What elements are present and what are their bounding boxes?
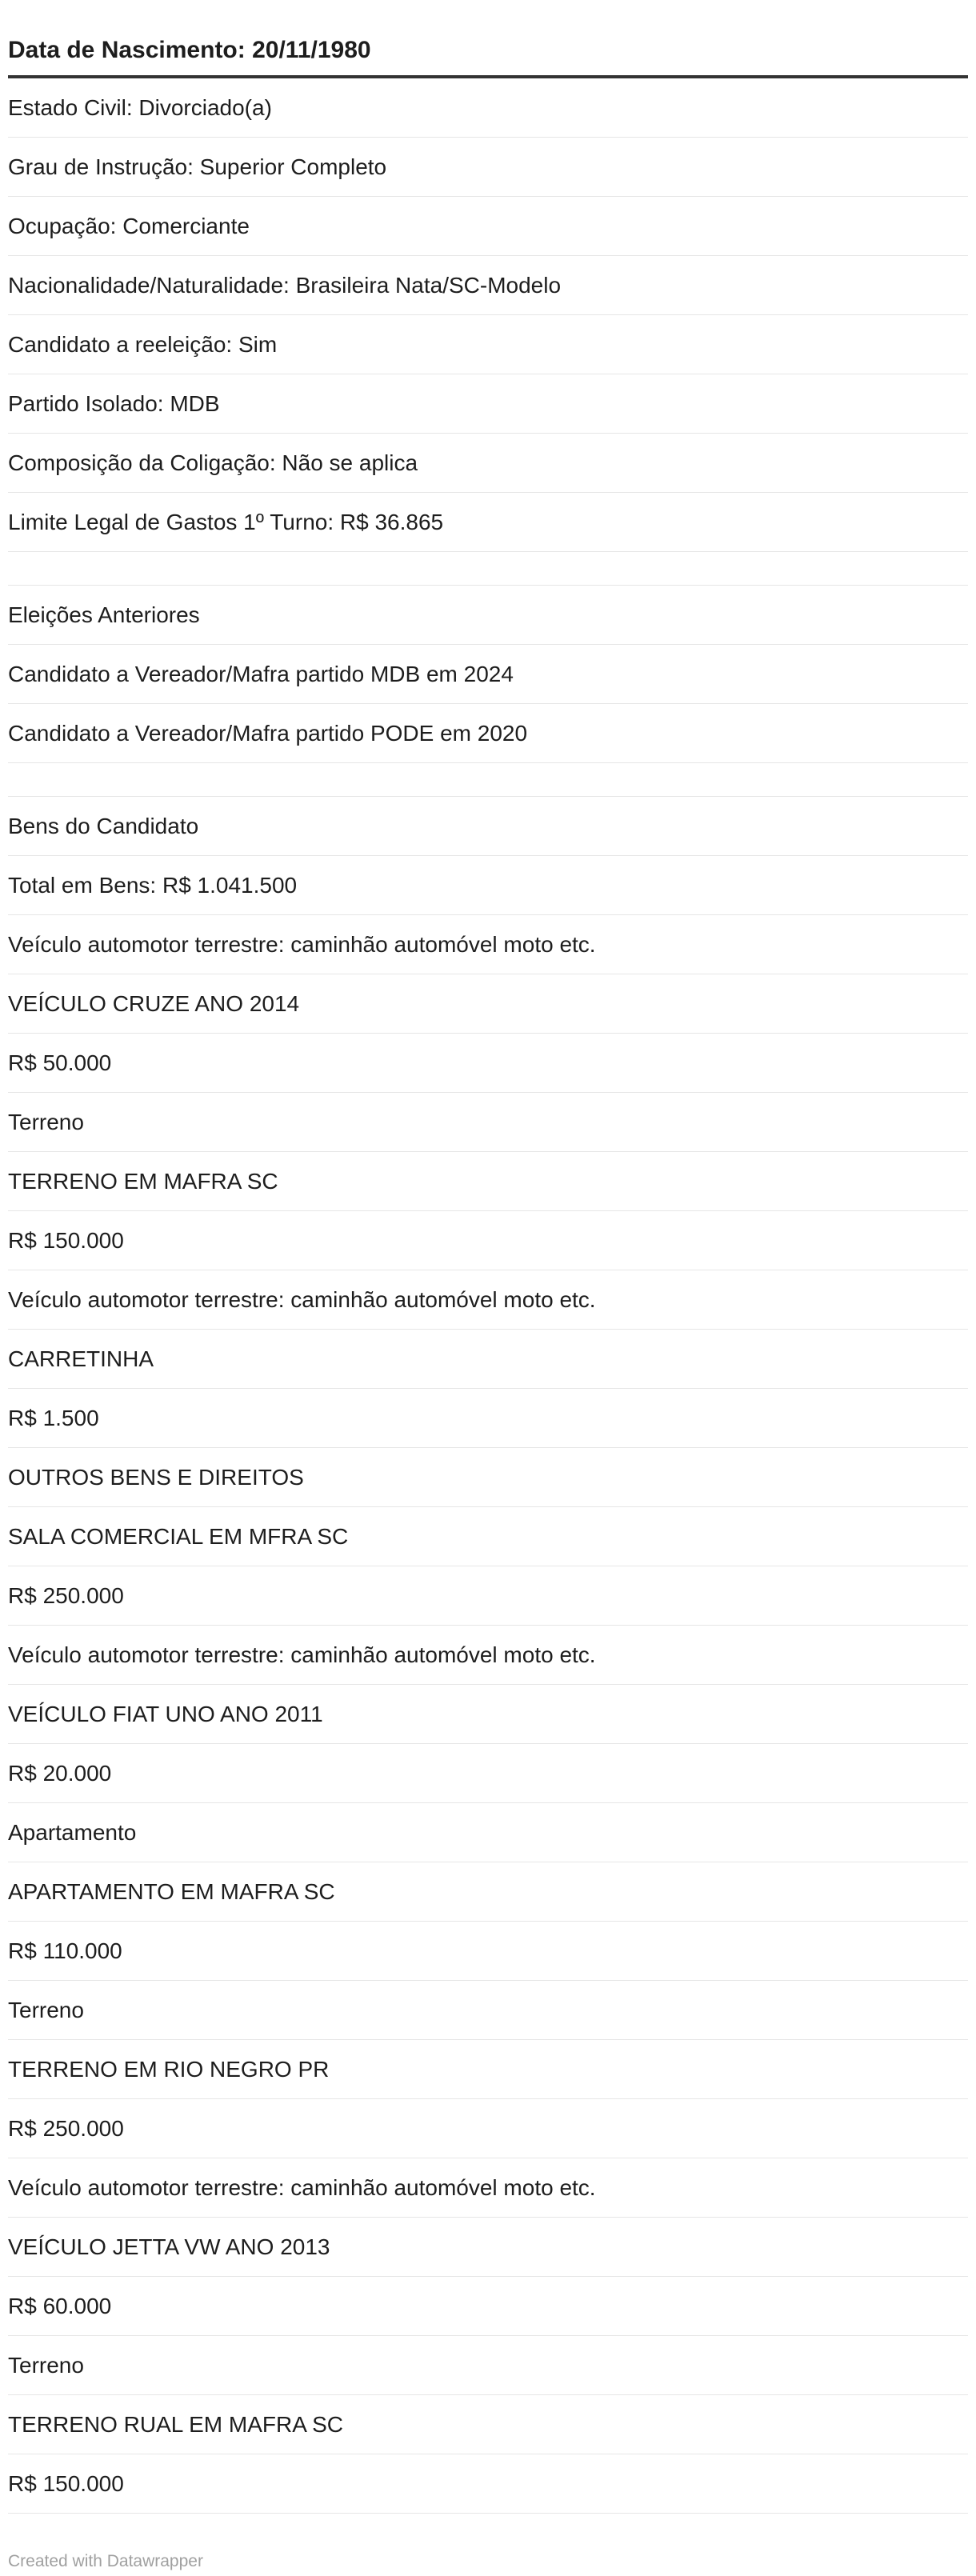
candidate-table <box>8 0 968 2514</box>
table-row: Veículo automotor terrestre: caminhão automóvel moto etc. <box>8 1270 968 1330</box>
table-row: APARTAMENTO EM MAFRA SC <box>8 1862 968 1922</box>
table-row: R$ 110.000 <box>8 1922 968 1981</box>
table-row: Candidato a Vereador/Mafra partido PODE em 2020 <box>8 704 968 763</box>
table-row <box>8 763 968 797</box>
table-row: CARRETINHA <box>8 1330 968 1389</box>
table-row: VEÍCULO FIAT UNO ANO 2011 <box>8 1685 968 1744</box>
table-row: VEÍCULO CRUZE ANO 2014 <box>8 974 968 1034</box>
table-row: VEÍCULO JETTA VW ANO 2013 <box>8 2218 968 2277</box>
table-row: Terreno <box>8 1981 968 2040</box>
table-row: Veículo automotor terrestre: caminhão automóvel moto etc. <box>8 915 968 974</box>
table-row: Terreno <box>8 1093 968 1152</box>
table-row: R$ 250.000 <box>8 1566 968 1626</box>
table-row: Eleições Anteriores <box>8 586 968 645</box>
table-row: R$ 60.000 <box>8 2277 968 2336</box>
table-body <box>8 78 968 2514</box>
table-row: Terreno <box>8 2336 968 2395</box>
table-row: OUTROS BENS E DIREITOS <box>8 1448 968 1507</box>
table-row: R$ 1.500 <box>8 1389 968 1448</box>
table-row: Nacionalidade/Naturalidade: Brasileira Nata/SC-Modelo <box>8 256 968 315</box>
table-row: Composição da Coligação: Não se aplica <box>8 434 968 493</box>
table-row: Estado Civil: Divorciado(a) <box>8 78 968 138</box>
table-row: Veículo automotor terrestre: caminhão automóvel moto etc. <box>8 1626 968 1685</box>
table-row: Apartamento <box>8 1803 968 1862</box>
table-row: Candidato a Vereador/Mafra partido MDB em 2024 <box>8 645 968 704</box>
table-row: R$ 150.000 <box>8 2454 968 2514</box>
table-row <box>8 552 968 586</box>
table-row: R$ 20.000 <box>8 1744 968 1803</box>
table-row: TERRENO RUAL EM MAFRA SC <box>8 2395 968 2454</box>
table-row: R$ 50.000 <box>8 1034 968 1093</box>
table-row: TERRENO EM MAFRA SC <box>8 1152 968 1211</box>
table-row: TERRENO EM RIO NEGRO PR <box>8 2040 968 2099</box>
table-row: Limite Legal de Gastos 1º Turno: R$ 36.865 <box>8 493 968 552</box>
table-row: Ocupação: Comerciante <box>8 197 968 256</box>
table-row: Grau de Instrução: Superior Completo <box>8 138 968 197</box>
table-row: Candidato a reeleição: Sim <box>8 315 968 374</box>
datawrapper-credit: Created with Datawrapper <box>8 2552 203 2570</box>
table-row: Veículo automotor terrestre: caminhão automóvel moto etc. <box>8 2158 968 2218</box>
table-row: R$ 250.000 <box>8 2099 968 2158</box>
table-header: Data de Nascimento: 20/11/1980 <box>8 32 968 78</box>
table-row: Total em Bens: R$ 1.041.500 <box>8 856 968 915</box>
table-row: SALA COMERCIAL EM MFRA SC <box>8 1507 968 1566</box>
table-row: R$ 150.000 <box>8 1211 968 1270</box>
table-row: Bens do Candidato <box>8 797 968 856</box>
table-row: Partido Isolado: MDB <box>8 374 968 434</box>
